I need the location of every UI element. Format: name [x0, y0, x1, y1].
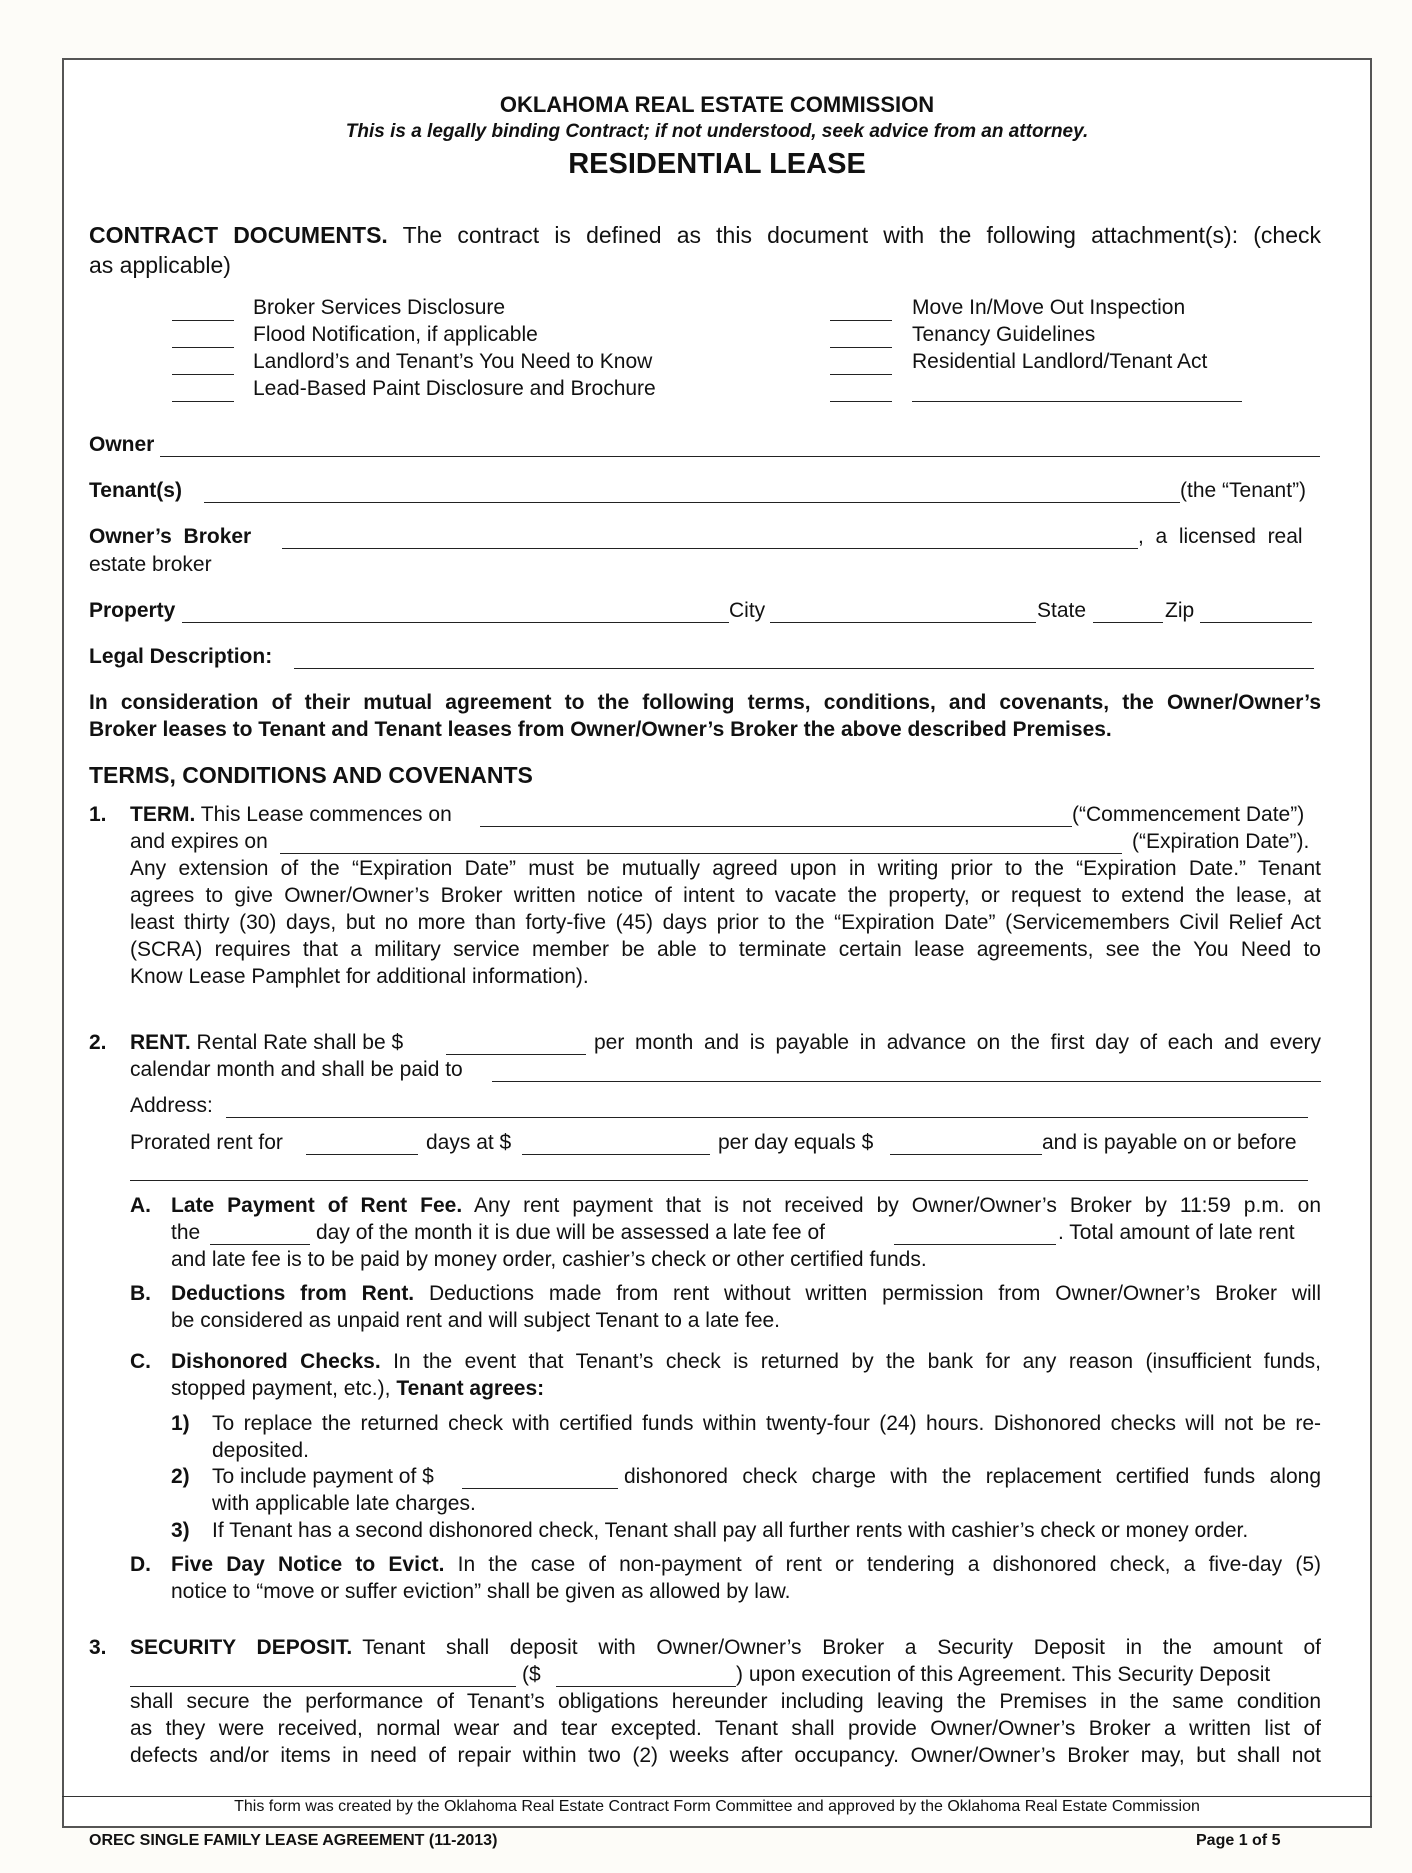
contract-docs-paragraph: CONTRACT DOCUMENTS. The contract is defined as this document with the following attachment(s): (check: [89, 222, 1321, 248]
expiration-date-field[interactable]: [280, 853, 1122, 854]
address-label: Address:: [130, 1094, 213, 1117]
late-fee-day-field[interactable]: [210, 1244, 310, 1245]
late-fee-total-text: . Total amount of late rent: [1058, 1221, 1295, 1244]
commencement-date-field[interactable]: [480, 826, 1072, 827]
attachment-check-blank[interactable]: [172, 374, 234, 375]
attachment-label: Move In/Move Out Inspection: [912, 296, 1186, 319]
section1-line1: TERM. This Lease commences on: [130, 803, 452, 826]
per-day-rate-field[interactable]: [522, 1154, 710, 1155]
owner-label: Owner: [89, 433, 155, 456]
page-number: Page 1 of 5: [1196, 1832, 1281, 1849]
evict-line2: notice to “move or suffer eviction” shall be given as allowed by law.: [171, 1580, 791, 1603]
section1-body-line: (SCRA) requires that a military service member be able to terminate certain lease agreements, see the You Need to: [130, 938, 1321, 961]
paid-to-text: calendar month and shall be paid to: [130, 1058, 463, 1081]
attachment-label: Broker Services Disclosure: [253, 296, 506, 319]
zip-field[interactable]: [1200, 622, 1312, 623]
list-item-line: To replace the returned check with certified funds within twenty-four (24) hours. Dishonored checks will not be re-: [212, 1412, 1321, 1435]
attachment-label: Residential Landlord/Tenant Act: [912, 350, 1208, 373]
per-day-text: per day equals $: [718, 1131, 874, 1154]
late-fee-day-text: day of the month it is due will be assessed a late fee of: [316, 1221, 825, 1244]
expiration-date-text: (“Expiration Date”).: [1132, 830, 1310, 853]
state-label: State: [1037, 599, 1087, 622]
prorated-days-field[interactable]: [306, 1154, 418, 1155]
property-field[interactable]: [182, 622, 729, 623]
list-item-line: dishonored check charge with the replacement certified funds along: [624, 1465, 1321, 1488]
attachment-check-blank[interactable]: [830, 320, 892, 321]
tenants-label: Tenant(s): [89, 479, 182, 502]
payable-on-text: and is payable on or before: [1042, 1131, 1297, 1154]
section1-body-line: Know Lease Pamphlet for additional information).: [130, 965, 589, 988]
evict-line1: Five Day Notice to Evict. In the case of non-payment of rent or tendering a dishonored check, a five-day (5): [171, 1553, 1321, 1576]
rental-rate-suffix: per month and is payable in advance on the first day of each and every: [594, 1031, 1321, 1054]
consideration-line1: In consideration of their mutual agreement to the following terms, conditions, and covenants, the Owner/Owner’s: [89, 691, 1321, 714]
attachment-check-blank[interactable]: [830, 374, 892, 375]
contract-docs-label: CONTRACT DOCUMENTS.: [89, 222, 388, 248]
attachment-other-field[interactable]: [912, 401, 1242, 402]
prorated-for-text: Prorated rent for: [130, 1131, 283, 1154]
attachment-check-blank[interactable]: [830, 401, 892, 402]
legal-description-field[interactable]: [294, 668, 1314, 669]
address-field[interactable]: [226, 1117, 1308, 1118]
attachment-check-blank[interactable]: [172, 347, 234, 348]
attachment-label: Lead-Based Paint Disclosure and Brochure: [253, 377, 656, 400]
attachment-check-blank[interactable]: [172, 401, 234, 402]
security-deposit-line2: ) upon execution of this Agreement. This Security Deposit: [736, 1663, 1271, 1686]
paid-to-field[interactable]: [492, 1081, 1321, 1082]
security-deposit-amount-field[interactable]: [556, 1686, 736, 1687]
list-item-line: If Tenant has a second dishonored check, Tenant shall pay all further rents with cashier’s check or money order.: [212, 1519, 1249, 1542]
section2-number: 2.: [89, 1031, 107, 1054]
deductions-line2: be considered as unpaid rent and will subject Tenant to a late fee.: [171, 1309, 781, 1332]
section3-body-line: shall secure the performance of Tenant’s obligations hereunder including leaving the Premises in the same condition: [130, 1690, 1321, 1713]
payable-date-field[interactable]: [130, 1180, 1308, 1181]
deductions-line1: Deductions from Rent. Deductions made from rent without written permission from Owner/Owner’s Broker will: [171, 1282, 1321, 1305]
section1-number: 1.: [89, 803, 107, 826]
footer-divider: [62, 1796, 1372, 1797]
legal-warning: This is a legally binding Contract; if not understood, seek advice from an attorney.: [345, 121, 1089, 142]
attachment-check-blank[interactable]: [830, 347, 892, 348]
org-heading: OKLAHOMA REAL ESTATE COMMISSION: [499, 92, 935, 117]
owner-field[interactable]: [160, 456, 1320, 457]
list-item-line: deposited.: [212, 1439, 309, 1462]
city-label: City: [729, 599, 766, 622]
prorated-total-field[interactable]: [890, 1154, 1042, 1155]
consideration-line2: Broker leases to Tenant and Tenant leases from Owner/Owner’s Broker the above described Premises.: [89, 718, 1112, 741]
dishonored-charge-field[interactable]: [462, 1488, 618, 1489]
terms-heading: TERMS, CONDITIONS AND COVENANTS: [89, 762, 533, 788]
attachment-label: Tenancy Guidelines: [912, 323, 1096, 346]
owners-broker-label: Owner’s Broker: [89, 525, 252, 548]
zip-label: Zip: [1165, 599, 1195, 622]
legal-description-label: Legal Description:: [89, 645, 273, 668]
attachment-check-blank[interactable]: [172, 320, 234, 321]
the-tenant-text: (the “Tenant”): [1180, 479, 1307, 502]
state-field[interactable]: [1093, 622, 1163, 623]
licensed-text: , a licensed real: [1138, 525, 1303, 548]
section3-body-line: as they were received, normal wear and tear excepted. Tenant shall provide Owner/Owner’s Broker a written list of: [130, 1717, 1321, 1740]
city-field[interactable]: [770, 622, 1036, 623]
days-at-text: days at $: [426, 1131, 512, 1154]
section1-body-line: Any extension of the “Expiration Date” must be mutually agreed upon in writing prior to the “Expiration Date.” Tenant: [130, 857, 1321, 880]
late-fee-amount-field[interactable]: [894, 1244, 1056, 1245]
subsection-letter: C.: [130, 1350, 151, 1373]
contract-docs-line2: as applicable): [89, 252, 231, 278]
section1-title: TERM.: [130, 803, 196, 826]
expires-on-text: and expires on: [130, 830, 268, 853]
section3-title: SECURITY DEPOSIT.: [130, 1636, 353, 1659]
rental-rate-field[interactable]: [446, 1054, 586, 1055]
section2-title: RENT.: [130, 1031, 191, 1054]
list-number: 2): [171, 1465, 190, 1488]
owners-broker-field[interactable]: [282, 548, 1138, 549]
subsection-letter: A.: [130, 1194, 151, 1217]
list-item-line: To include payment of $: [212, 1465, 434, 1488]
commencement-date-text: (“Commencement Date”): [1072, 803, 1305, 826]
dishonored-line2: stopped payment, etc.), Tenant agrees:: [171, 1377, 545, 1400]
subsection-letter: D.: [130, 1553, 151, 1576]
section1-body-line: least thirty (30) days, but no more than forty-five (45) days prior to the “Expiration Date” (Servicemembers Civil Relief Act: [130, 911, 1321, 934]
attachment-label: Flood Notification, if applicable: [253, 323, 538, 346]
security-deposit-line1: SECURITY DEPOSIT. Tenant shall deposit with Owner/Owner’s Broker a Security Deposit in the amount of: [130, 1636, 1321, 1659]
page-title: RESIDENTIAL LEASE: [568, 148, 866, 180]
list-item-line: with applicable late charges.: [212, 1492, 476, 1515]
security-deposit-words-field[interactable]: [130, 1686, 516, 1687]
tenants-field[interactable]: [204, 502, 1180, 503]
security-deposit-paren: ($: [522, 1663, 541, 1686]
property-label: Property: [89, 599, 176, 622]
list-number: 1): [171, 1412, 190, 1435]
dishonored-line1: Dishonored Checks. In the event that Tenant’s check is returned by the bank for any reason (insufficient funds,: [171, 1350, 1321, 1373]
late-fee-line3: and late fee is to be paid by money order, cashier’s check or other certified funds.: [171, 1248, 927, 1271]
attachment-label: Landlord’s and Tenant’s You Need to Know: [253, 350, 653, 373]
section3-body-line: defects and/or items in need of repair within two (2) weeks after occupancy. Owner/Owner’s Broker may, but shall not: [130, 1744, 1321, 1767]
subsection-letter: B.: [130, 1282, 151, 1305]
section2-line1: RENT. Rental Rate shall be $: [130, 1031, 404, 1054]
estate-broker-text: estate broker: [89, 553, 212, 576]
late-fee-the: the: [171, 1221, 201, 1244]
late-fee-line1: Late Payment of Rent Fee. Any rent payment that is not received by Owner/Owner’s Broker by 11:59 p.m. on: [171, 1194, 1321, 1217]
list-number: 3): [171, 1519, 190, 1542]
section3-number: 3.: [89, 1636, 107, 1659]
section1-body-line: agrees to give Owner/Owner’s Broker written notice of intent to vacate the property, or request to extend the lease, at: [130, 884, 1321, 907]
footer-note: This form was created by the Oklahoma Real Estate Contract Form Committee and approved by the Oklahoma Real Estate Commission: [234, 1798, 1200, 1815]
form-id: OREC SINGLE FAMILY LEASE AGREEMENT (11-2013): [89, 1832, 498, 1849]
